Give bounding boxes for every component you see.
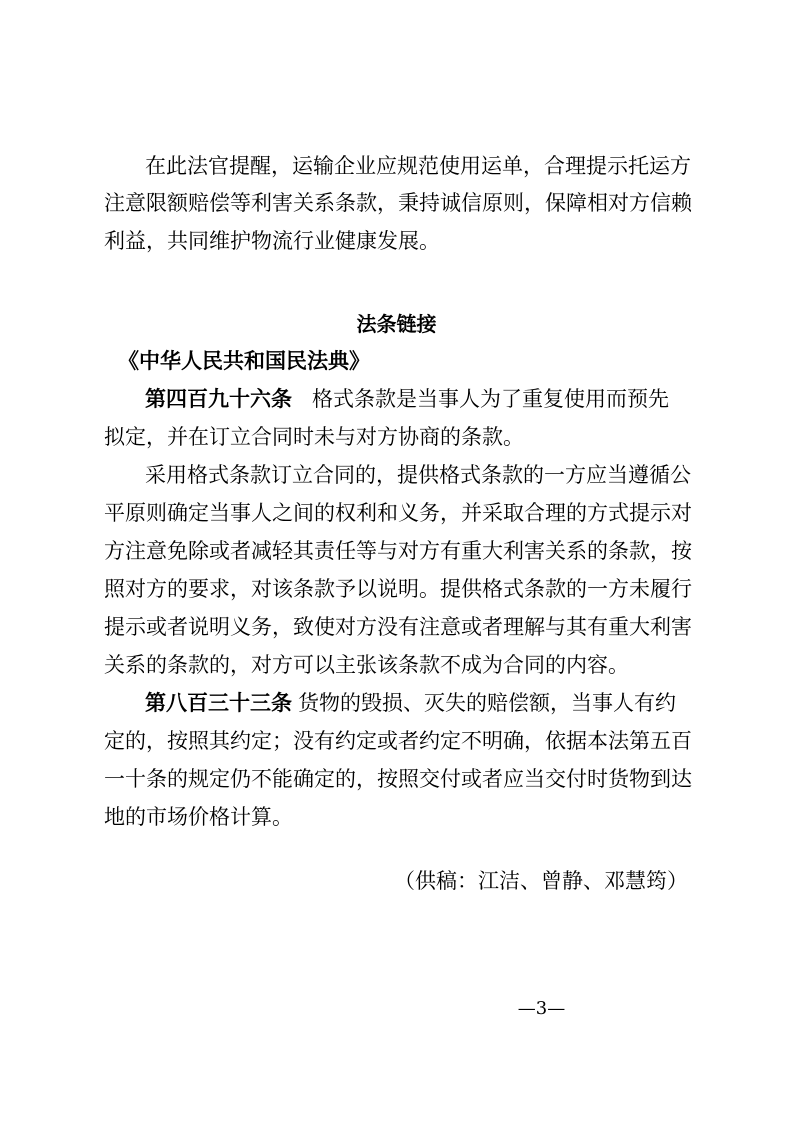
article-496-p2-line-6: 关系的条款的，对方可以主张该条款不成为合同的内容。: [104, 653, 629, 677]
intro-line-3: 利益，共同维护物流行业健康发展。: [104, 229, 440, 253]
intro-line-2: 注意限额赔偿等利害关系条款，秉持诚信原则，保障相对方信赖: [104, 191, 692, 215]
article-833-heading: 第八百三十三条: [145, 691, 292, 715]
article-496-p2-line-5: 提示或者说明义务，致使对方没有注意或者理解与其有重大利害: [104, 615, 692, 639]
article-496-p2-line-1: 采用格式条款订立合同的，提供格式条款的一方应当遵循公: [145, 463, 691, 487]
article-496-first-line: [145, 381, 669, 417]
article-833-text-2: 定的，按照其约定；没有约定或者约定不明确，依据本法第五百: [104, 729, 692, 753]
article-496-p2-line-4: 照对方的要求，对该条款予以说明。提供格式条款的一方未履行: [104, 577, 692, 601]
section-title: 法条链接: [356, 312, 437, 336]
page-number: —3—: [517, 998, 566, 1019]
article-496-text-1: 格式条款是当事人为了重复使用而预先: [312, 387, 669, 411]
credit-line: （供稿：江洁、曾静、邓慧筠）: [394, 869, 688, 893]
article-496-heading: 第四百九十六条: [145, 387, 292, 411]
article-496-p2-line-3: 方注意免除或者减轻其责任等与对方有重大利害关系的条款，按: [104, 539, 692, 563]
article-833-text-4: 地的市场价格计算。: [104, 805, 293, 829]
intro-line-1: 在此法官提醒，运输企业应规范使用运单，合理提示托运方: [145, 154, 691, 178]
article-833-first-line: [145, 685, 676, 721]
article-496-p2-line-2: 平原则确定当事人之间的权利和义务，并采取合理的方式提示对: [104, 501, 692, 525]
law-title: 《中华人民共和国民法典》: [118, 349, 370, 373]
article-496-text-2: 拟定，并在订立合同时未与对方协商的条款。: [104, 425, 524, 449]
article-833-text-1: 货物的毁损、灭失的赔偿额，当事人有约: [298, 691, 676, 715]
article-833-text-3: 一十条的规定仍不能确定的，按照交付或者应当交付时货物到达: [104, 767, 692, 791]
